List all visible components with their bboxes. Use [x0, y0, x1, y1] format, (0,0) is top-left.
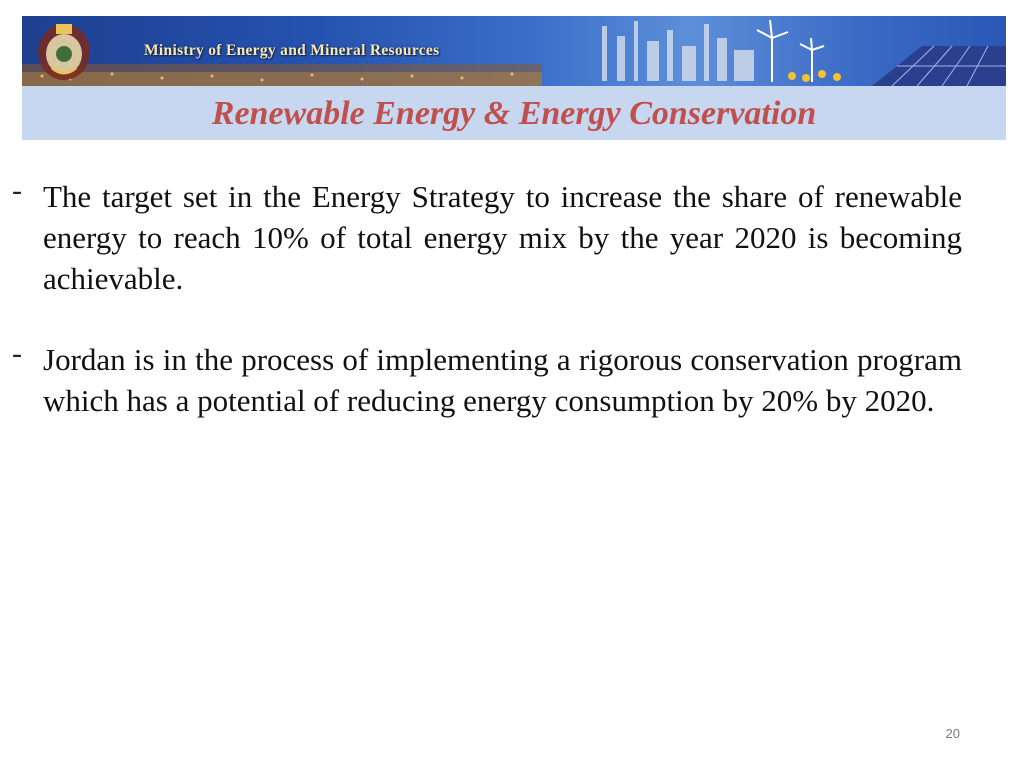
slide-number: 20 — [945, 726, 960, 741]
title-strip — [22, 86, 1006, 140]
bullet-item — [12, 176, 962, 299]
slide-title: Renewable Energy & Energy Conservation — [211, 95, 817, 132]
industrial-plant-icon — [602, 21, 754, 81]
solar-panel-icon — [872, 46, 1006, 86]
bullet-marker: - — [12, 174, 22, 207]
jordan-coat-of-arms-icon — [38, 24, 90, 80]
bullet-marker: - — [12, 337, 22, 370]
ministry-name: Ministry of Energy and Mineral Resources — [144, 42, 440, 59]
bullet-text: Jordan is in the process of implementing a rigorous conservation program which has a potential of reducing energy consumption by 20% by 2020. — [43, 342, 962, 418]
bullet-item — [12, 339, 962, 421]
header-banner — [22, 16, 1006, 86]
bullet-text: The target set in the Energy Strategy to increase the share of renewable energy to reach 10% of total energy mix by the year 2020 is becoming achievable. — [43, 179, 962, 296]
